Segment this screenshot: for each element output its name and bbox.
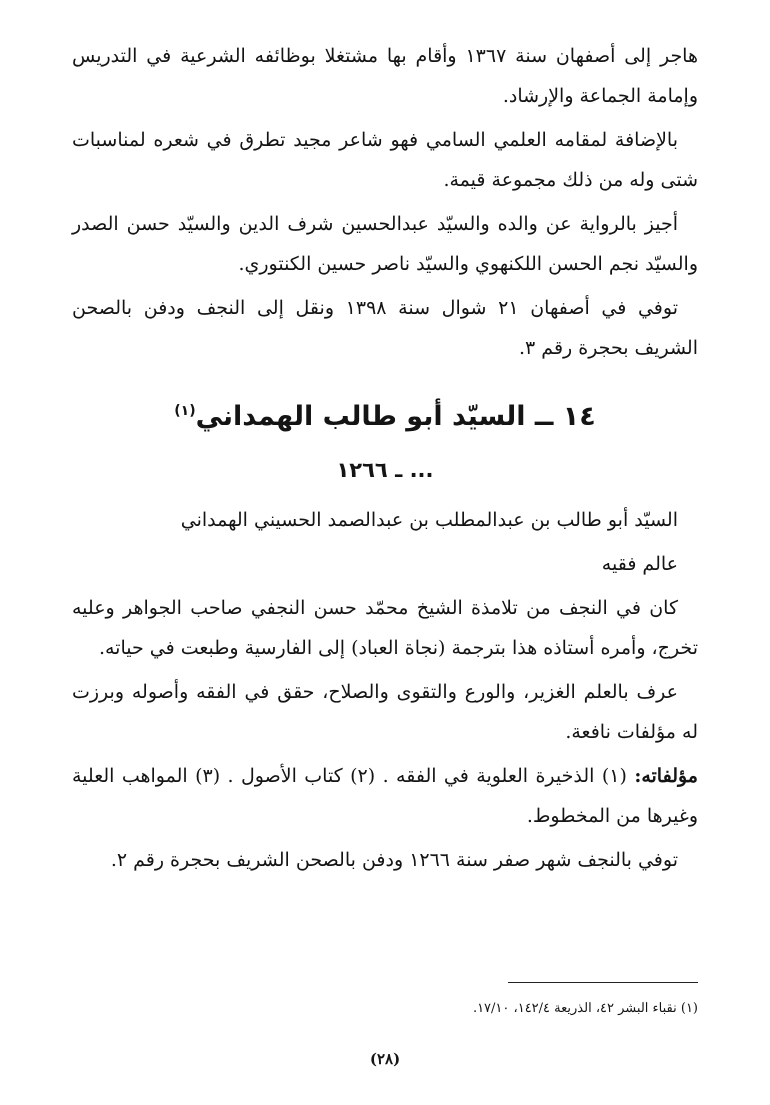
- paragraph-isfahan: هاجر إلى أصفهان سنة ١٣٦٧ وأقام بها مشتغلا بوظائفه الشرعية في التدريس وإمامة الجماعة والإرشاد.: [72, 45, 698, 107]
- entry-full-name: السيّد أبو طالب بن عبدالمطلب بن عبدالصمد الحسيني الهمداني: [180, 509, 678, 531]
- works-label: مؤلفاته:: [634, 765, 698, 787]
- works-list: (١) الذخيرة العلوية في الفقه . (٢) كتاب الأصول . (٣) المواهب العلية وغيرها من المخطوط.: [72, 765, 698, 827]
- page-number: (٢٨): [369, 1050, 401, 1068]
- entry-dates: ... ـ ١٢٦٦: [336, 458, 434, 482]
- footnote-text: (١) نقباء البشر ٤٢، الذريعة ١٤٢/٤، ١٧/١٠.: [472, 1001, 698, 1016]
- paragraph-study-najaf: كان في النجف من تلامذة الشيخ محمّد حسن النجفي صاحب الجواهر وعليه تخرج، وأمره أستاذه هذا بترجمة (نجاة العباد) إلى الفارسية وطبعت في حياته.: [72, 597, 698, 659]
- entry-role: عالم فقيه: [601, 553, 678, 575]
- entry-heading: [72, 386, 698, 442]
- footnote-divider: [508, 982, 698, 983]
- paragraph-traits: عرف بالعلم الغزير، والورع والتقوى والصلاح، حقق في الفقه وأصوله وبرزت له مؤلفات نافعة.: [72, 681, 698, 743]
- entry-title: ١٤ ــ السيّد أبو طالب الهمداني: [195, 401, 596, 432]
- book-page: [72, 36, 698, 1086]
- footnote-marker[interactable]: (١): [174, 403, 196, 419]
- paragraph-death-1398: توفي في أصفهان ٢١ شوال سنة ١٣٩٨ ونقل إلى النجف ودفن بالصحن الشريف بحجرة رقم ٣.: [72, 297, 698, 359]
- paragraph-ijaza: أجيز بالرواية عن والده والسيّد عبدالحسين شرف الدين والسيّد حسن الصدر والسيّد نجم الحسن اللكنهوي والسيّد ناصر حسين الكنتوري.: [72, 213, 698, 275]
- paragraph-death-1266: توفي بالنجف شهر صفر سنة ١٢٦٦ ودفن بالصحن الشريف بحجرة رقم ٢.: [110, 849, 678, 871]
- paragraph-works: [72, 756, 698, 836]
- paragraph-poetry: بالإضافة لمقامه العلمي السامي فهو شاعر مجيد تطرق في شعره لمناسبات شتى وله من ذلك مجموعة قيمة.: [72, 129, 698, 191]
